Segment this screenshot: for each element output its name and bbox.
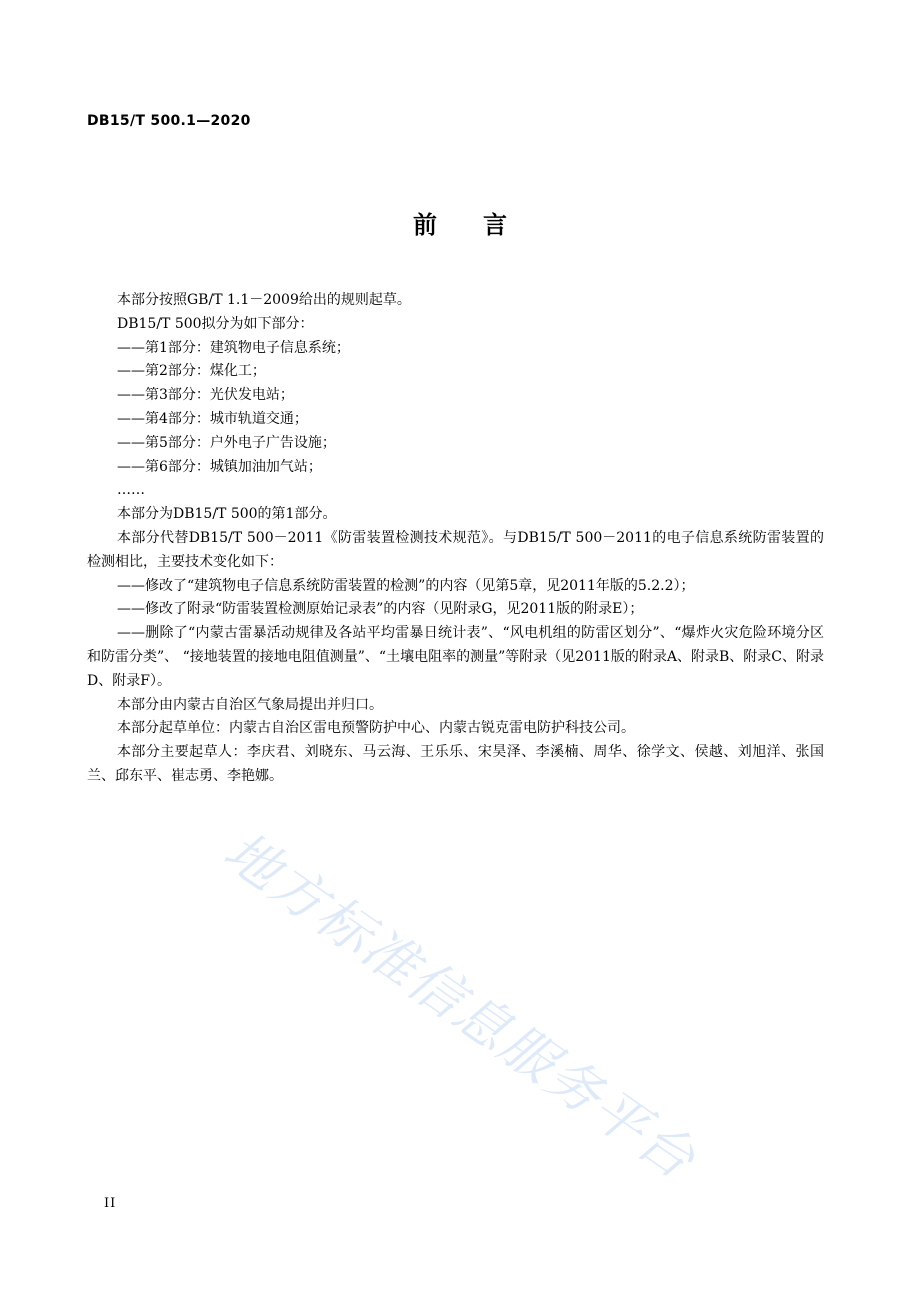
document-code: DB15/T 500.1—2020 (87, 113, 251, 129)
title-char-2: 言 (483, 211, 507, 239)
list-item: ——修改了附录“防雷装置检测原始记录表”的内容（见附录G，见2011版的附录E）； (117, 601, 644, 618)
document-body (87, 289, 824, 789)
title-char-1: 前 (413, 211, 437, 239)
ellipsis: …… (117, 482, 145, 499)
list-item: ——第6部分：城镇加油加气站； (117, 458, 322, 475)
list-item: ——第5部分：户外电子广告设施； (117, 434, 336, 451)
list-item: ——第4部分：城市轨道交通； (117, 410, 308, 427)
list-item: ——删除了“内蒙古雷暴活动规律及各站平均雷暴日统计表”、“风电机组的防雷区划分”、“爆炸火灾危险环境分区和防雷分类”、 “接地装置的接地电阻值测量”、“土壤电阻率的测量”等附录（见2011版的附录A、附录B、附录C、附录D、附录F）。 (87, 625, 824, 689)
page-title (0, 205, 920, 240)
paragraph: 本部分代替DB15/T 500－2011《防雷装置检测技术规范》。与DB15/T 500－2011的电子信息系统防雷装置的检测相比，主要技术变化如下： (87, 529, 824, 570)
list-item: ——第3部分：光伏发电站； (117, 387, 294, 404)
list-item: ——修改了“建筑物电子信息系统防雷装置的检测”的内容（见第5章，见2011年版的5.2.2）； (117, 577, 695, 594)
paragraph: 本部分由内蒙古自治区气象局提出并归口。 (117, 696, 383, 713)
page-number: II (104, 1196, 117, 1211)
paragraph: DB15/T 500拟分为如下部分： (117, 315, 314, 332)
list-item: ——第1部分：建筑物电子信息系统； (117, 339, 350, 356)
paragraph: 本部分按照GB/T 1.1－2009给出的规则起草。 (117, 292, 411, 308)
watermark: 地方标准信息服务平台 (212, 819, 708, 1192)
paragraph: 本部分主要起草人：李庆君、刘晓东、马云海、王乐乐、宋昊泽、李溪楠、周华、徐学文、侯越、刘旭洋、张国兰、邱东平、崔志勇、李艳娜。 (87, 744, 824, 784)
list-item: ——第2部分：煤化工； (117, 363, 266, 380)
paragraph: 本部分为DB15/T 500的第1部分。 (117, 506, 337, 523)
paragraph: 本部分起草单位：内蒙古自治区雷电预警防护中心、内蒙古锐克雷电防护科技公司。 (117, 720, 635, 737)
